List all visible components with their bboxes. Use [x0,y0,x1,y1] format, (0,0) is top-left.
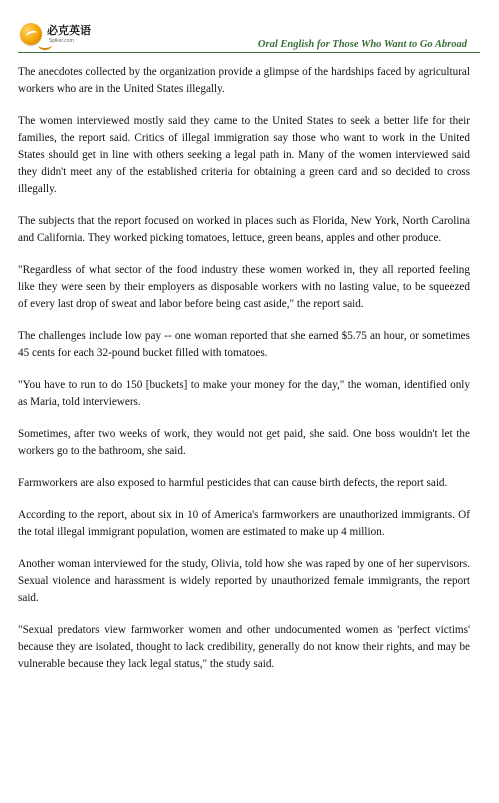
page-header [18,20,480,54]
paragraph-1: The anecdotes collected by the organization provide a glimpse of the hardships faced by agricultural workers who are in the United States illegally. [18,66,470,95]
site-logo [18,20,128,50]
logo-url-text: Spiker.com [49,38,74,44]
paragraph-5: The challenges include low pay -- one woman reported that she earned $5.75 an hour, or sometimes 45 cents for each 32-pound bucket filled with tomatoes. [18,330,470,359]
paragraph-4: "Regardless of what sector of the food industry these women worked in, they all reported feeling like they were seen by their employers as disposable workers with no lasting value, to be squeezed of every last drop of sweat and labor before being cast aside," the report said. [18,264,470,310]
paragraph-11: "Sexual predators view farmworker women and other undocumented women as 'perfect victims' because they are isolated, thought to lack credibility, generally do not know their rights, and may be vulnerable because they lack legal status," the study said. [18,624,470,670]
paragraph-7: Sometimes, after two weeks of work, they would not get paid, she said. One boss wouldn't let the workers go to the bathroom, she said. [18,428,470,457]
header-divider [18,52,480,53]
paragraph-2: The women interviewed mostly said they came to the United States to seek a better life for their families, the report said. Critics of illegal immigration say those who want to work in the United States should get in line with others seeking a legal path in. Many of the women interviewed said they didn't meet any of the established criteria for obtaining a green card and so decided to cross illegally. [18,115,470,195]
paragraph-10: Another woman interviewed for the study, Olivia, told how she was raped by one of her supervisors. Sexual violence and harassment is widely reported by unauthorized female immigrants, the report said. [18,558,470,604]
paragraph-8: Farmworkers are also exposed to harmful pesticides that can cause birth defects, the report said. [18,477,448,489]
paragraph-6: "You have to run to do 150 [buckets] to make your money for the day," the woman, identified only as Maria, told interviewers. [18,379,470,408]
logo-chinese-text: 必克英语 [47,24,91,37]
header-title: Oral English for Those Who Want to Go Abroad [257,39,467,50]
paragraph-9: According to the report, about six in 10 of America's farmworkers are unauthorized immigrants. Of the total illegal immigrant population, women are estimated to make up 4 million. [18,509,470,538]
paragraph-3: The subjects that the report focused on worked in places such as Florida, New York, North Carolina and California. They worked picking tomatoes, lettuce, green beans, apples and other produce. [18,215,470,244]
article-body [18,64,470,688]
